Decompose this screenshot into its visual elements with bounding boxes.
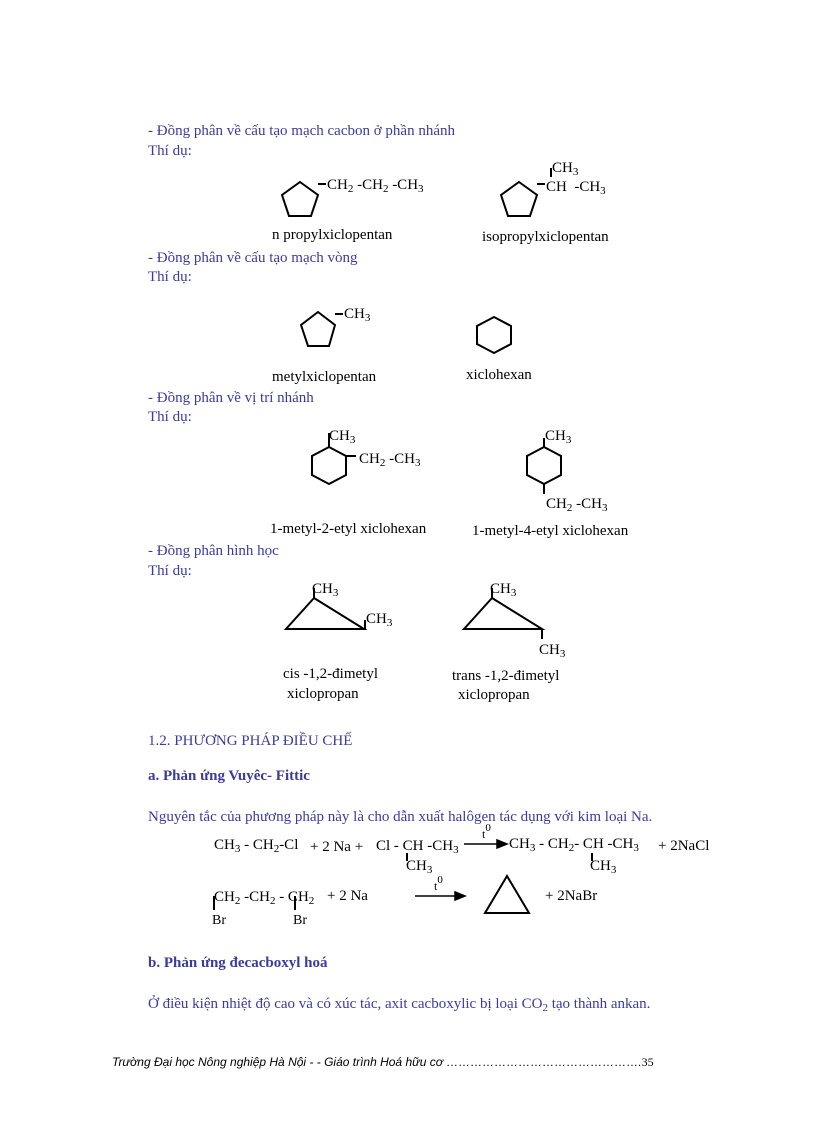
reagent-na: + 2 Na + bbox=[310, 839, 364, 855]
cyclohexane-ring bbox=[312, 447, 346, 484]
compound-name: 1-metyl-2-etyl xiclohexan bbox=[270, 521, 427, 537]
bromine-label: Br bbox=[293, 913, 307, 928]
formula-ethyl-chloride: $CH_3 - CH_2-Cl$ bbox=[214, 837, 299, 855]
product-nacl: + 2NaCl bbox=[658, 838, 710, 854]
compound-name: n propylxiclopentan bbox=[272, 227, 393, 243]
cyclopropane-ring bbox=[464, 598, 542, 629]
formula-isopropyl-chloride: Cl - CH $-CH_3$ bbox=[376, 838, 459, 856]
bromine-label: Br bbox=[212, 913, 226, 928]
section-title: 1.2. PHƯƠNG PHÁP ĐIỀU CHẾ bbox=[148, 733, 353, 749]
formula-ch3: $CH_3$ bbox=[344, 306, 371, 324]
compound-name: 1-metyl-4-etyl xiclohexan bbox=[472, 523, 629, 539]
page-number: 35 bbox=[641, 1055, 654, 1069]
reaction-condition-t0: $t^0$ bbox=[434, 874, 443, 893]
formula-isopropyl: CH $-CH_3$ bbox=[546, 179, 606, 197]
example-label: Thí dụ: bbox=[148, 269, 192, 285]
compound-name: cis -1,2-đimetyl bbox=[283, 666, 378, 682]
formula-ethyl: $CH_2$ $-CH_3$ bbox=[359, 451, 421, 469]
formula-ch3: $CH_3$ bbox=[552, 160, 579, 178]
page-footer bbox=[112, 1055, 654, 1070]
reagent-na: + 2 Na bbox=[327, 888, 368, 904]
cyclohexane-ring bbox=[477, 317, 511, 353]
formula-dibromopropane: $CH_2$ $-CH_2 - CH_2$ bbox=[214, 889, 315, 907]
compound-name: xiclopropan bbox=[458, 687, 530, 703]
formula-ch3: $CH_3$ bbox=[366, 611, 393, 629]
formula-ch3: $CH_3$ bbox=[406, 858, 433, 876]
cyclopropane-ring bbox=[286, 598, 364, 629]
compound-name: xiclohexan bbox=[466, 367, 532, 383]
formula-ch3: $CH_3$ bbox=[590, 858, 617, 876]
section-heading-position-isomer: - Đồng phân về vị trí nhánh bbox=[148, 390, 314, 406]
example-label: Thí dụ: bbox=[148, 563, 192, 579]
reaction-arrow-icon bbox=[455, 892, 465, 900]
formula-ethyl: $CH_2$ $-CH_3$ bbox=[546, 496, 608, 514]
cyclopropane-product bbox=[485, 876, 529, 913]
formula-propyl: $CH_2$ $-CH_2$ $-CH_3$ bbox=[327, 177, 424, 195]
compound-name: metylxiclopentan bbox=[272, 369, 377, 385]
product-nabr: + 2NaBr bbox=[545, 888, 598, 904]
formula-ch3: $CH_3$ bbox=[545, 428, 572, 446]
cyclopentane-ring bbox=[301, 312, 335, 346]
reaction-condition-t0: $t^0$ bbox=[482, 822, 491, 841]
section-heading-geometric-isomer: - Đồng phân hình học bbox=[148, 543, 279, 559]
example-label: Thí dụ: bbox=[148, 143, 192, 159]
paragraph-b: Ở điều kiện nhiệt độ cao và có xúc tác, axit cacboxylic bị loại $CO_2$ tạo thành ankan. bbox=[148, 996, 651, 1014]
section-heading-ring-isomer: - Đồng phân về cấu tạo mạch vòng bbox=[148, 250, 358, 266]
footer-text: Trường Đại học Nông nghiệp Hà Nội - - Giáo trình Hoá hữu cơ …………………………………………. bbox=[112, 1055, 642, 1069]
compound-name: isopropylxiclopentan bbox=[482, 229, 609, 245]
paragraph-a: Nguyên tắc của phương pháp này là cho dẫn xuất halôgen tác dụng với kim loại Na. bbox=[148, 809, 653, 825]
cyclopentane-ring bbox=[501, 182, 537, 216]
example-label: Thí dụ: bbox=[148, 409, 192, 425]
subsection-title-b: b. Phản ứng đecacboxyl hoá bbox=[148, 955, 328, 971]
formula-ch3: $CH_3$ bbox=[490, 581, 517, 599]
cyclohexane-ring bbox=[527, 447, 561, 484]
section-heading-branch-isomer: - Đồng phân về cấu tạo mạch cacbon ở phần nhánh bbox=[148, 123, 455, 139]
formula-ch3: $CH_3$ bbox=[329, 428, 356, 446]
reaction-arrow-icon bbox=[497, 840, 507, 848]
cyclopentane-ring bbox=[282, 182, 318, 216]
subsection-title-a: a. Phản ứng Vuyêc- Fittic bbox=[148, 768, 310, 784]
formula-product: $CH_3 - CH_2-$ CH $-CH_3$ bbox=[509, 836, 639, 854]
formula-ch3: $CH_3$ bbox=[312, 581, 339, 599]
compound-name: trans -1,2-đimetyl bbox=[452, 668, 560, 684]
formula-ch3: $CH_3$ bbox=[539, 642, 566, 660]
compound-name: xiclopropan bbox=[287, 686, 359, 702]
